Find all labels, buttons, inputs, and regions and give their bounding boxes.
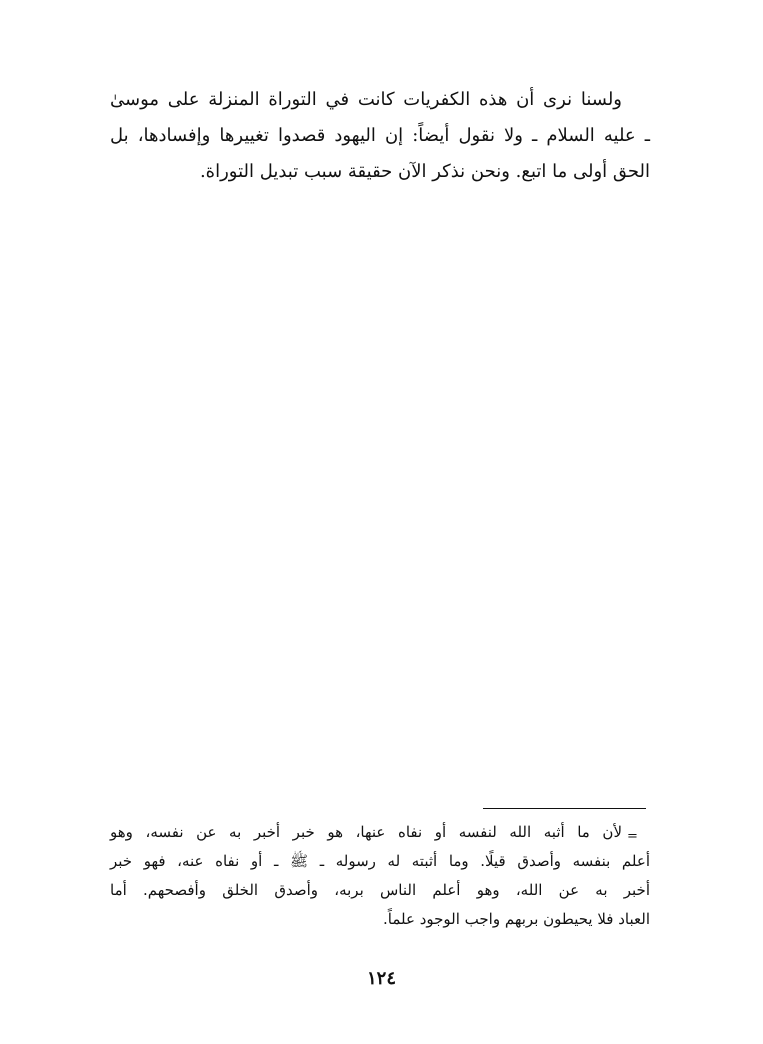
footnote [110,818,650,934]
main-paragraph [110,82,650,190]
main-text-line: ـ عليه السلام ـ ولا نقول أيضاً: إن اليهود قصدوا تغييرها وإفسادها، بل [110,125,650,146]
footnote-line: لأن ما أثبه الله لنفسه أو نفاه عنها، هو خبر أخبر به عن نفسه، وهو [110,823,622,841]
footnote-separator [483,808,646,809]
footnote-line: أخبر به عن الله، وهو أعلم الناس بربه، وأصدق الخلق وأفصحهم. أما [110,881,650,899]
footnote-line: العباد فلا يحيطون بربهم واجب الوجود علماً. [383,910,650,928]
main-text-line: ولسنا نرى أن هذه الكفريات كانت في التوراة المنزلة على موسىٰ [110,89,622,110]
footnote-continuation-mark: = [627,829,638,844]
footnote-line: أعلم بنفسه وأصدق قيلًا. وما أثبته له رسوله ـ ﷺ ـ أو نفاه عنه، فهو خبر [110,852,650,870]
main-text-line: الحق أولى ما اتبع. ونحن نذكر الآن حقيقة سبب تبديل التوراة. [199,161,650,182]
page-number: ١٢٤ [366,968,396,989]
